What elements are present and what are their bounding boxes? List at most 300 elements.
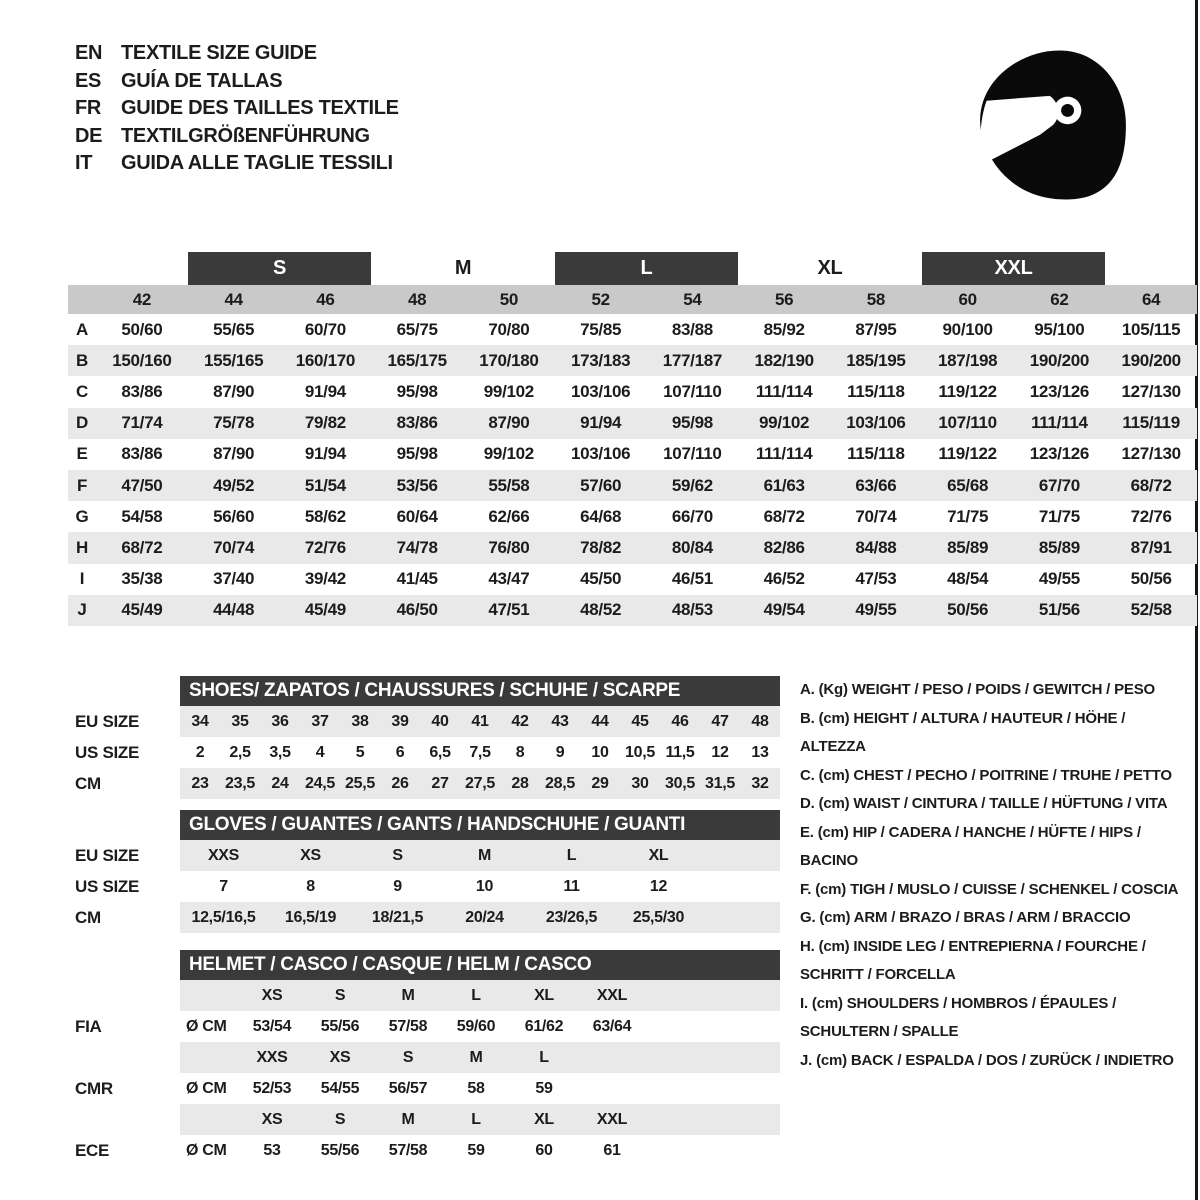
measurement-cell: 47/51 [488, 600, 530, 620]
measurement-cell: 59/62 [671, 475, 713, 495]
measurement-cell: 160/170 [295, 350, 356, 370]
measurement-cell: 43/47 [488, 569, 530, 589]
measurement-cell: 190/200 [1121, 350, 1181, 370]
helmet-header-row [68, 950, 780, 980]
gloves-cell: L [566, 846, 577, 864]
helmet-row [68, 1104, 780, 1135]
measurement-cell: 127/130 [1121, 381, 1181, 401]
helmet-row [68, 1135, 780, 1166]
legend-item: A. (Kg) WEIGHT / PESO / POIDS / GEWITCH / PESO [800, 681, 1155, 698]
measurement-cell: 95/98 [396, 381, 438, 401]
measurement-cell: 84/88 [855, 537, 897, 557]
gloves-cell: 7 [219, 877, 228, 895]
helmet-cell: M [401, 986, 415, 1004]
gloves-cell: S [392, 846, 403, 864]
size-column-header: 64 [1141, 289, 1161, 309]
measurement-cell: 123/126 [1029, 381, 1090, 401]
shoes-cell: 46 [671, 712, 689, 730]
measurement-cell: 71/75 [1038, 506, 1080, 526]
row-letter: J [77, 600, 87, 620]
shoes-cell: 8 [515, 743, 525, 761]
size-group-s: S [188, 252, 372, 285]
measurement-cell: 62/66 [488, 506, 530, 526]
measurement-cell: 68/72 [121, 537, 163, 557]
measurement-cell: 49/55 [855, 600, 897, 620]
measurement-cell: 83/86 [121, 381, 163, 401]
measurement-cell: 127/130 [1121, 444, 1181, 464]
helmet-row [68, 1073, 780, 1104]
shoes-cell: 11,5 [665, 743, 695, 761]
helmet-cell: 59 [467, 1141, 485, 1159]
measurement-cell: 111/114 [755, 444, 813, 464]
measurement-cell: 75/78 [213, 413, 255, 433]
measurement-row-a [68, 314, 1197, 345]
diameter-unit-label: Ø CM [186, 1079, 227, 1097]
group-spacer [68, 252, 188, 285]
shoes-cell: 27 [431, 774, 449, 792]
language-code: FR [75, 97, 102, 119]
helmet-cell: XXS [256, 1048, 288, 1066]
measurement-cell: 150/160 [112, 350, 172, 370]
measurement-cell: 99/102 [483, 381, 534, 401]
language-title-list [75, 40, 399, 178]
measurement-cell: 56/60 [213, 506, 255, 526]
measurement-cell: 83/86 [121, 444, 163, 464]
shoes-cell: 25,5 [345, 774, 375, 792]
gloves-cell: 12 [649, 877, 668, 895]
standard-label-ece: ECE [75, 1140, 110, 1160]
gloves-cells [180, 840, 780, 871]
measurement-cell: 48/54 [947, 569, 989, 589]
legend-item: I. (cm) SHOULDERS / HOMBROS / ÉPAULES / SCHULTERN / SPALLE [800, 994, 1117, 1040]
shoes-cell: 10,5 [625, 743, 655, 761]
group-spacer [1105, 252, 1197, 285]
measurement-cell: 85/89 [947, 537, 989, 557]
legend-item: J. (cm) BACK / ESPALDA / DOS / ZURÜCK / INDIETRO [800, 1051, 1174, 1069]
measurement-cell: 44/48 [213, 600, 255, 620]
measurement-cell: 87/95 [855, 319, 897, 339]
helmet-row [68, 980, 780, 1011]
shoes-cell: 6,5 [429, 743, 451, 761]
helmet-cells [180, 1011, 780, 1042]
measurement-cell: 60/64 [396, 506, 438, 526]
gloves-cell: 8 [306, 877, 315, 895]
diameter-unit-label: Ø CM [186, 1141, 227, 1159]
measurement-cell: 65/68 [947, 475, 989, 495]
helmet-cell: 52/53 [252, 1079, 292, 1097]
shoes-cell: 37 [311, 712, 329, 730]
measurement-row-h [68, 532, 1197, 563]
measurement-cell: 50/56 [1130, 569, 1172, 589]
measurement-cell: 74/78 [396, 537, 438, 557]
helmet-rows [68, 980, 780, 1166]
size-group-xxl: XXL [922, 252, 1106, 285]
row-letter: I [79, 569, 85, 589]
measurement-cell: 79/82 [304, 413, 346, 433]
shoes-cells [180, 706, 780, 737]
measurement-cell: 63/66 [855, 475, 897, 495]
helmet-cell: S [402, 1048, 414, 1066]
measurement-cell: 190/200 [1029, 350, 1090, 370]
shoes-cell: 44 [591, 712, 609, 730]
shoes-cell: 12 [711, 743, 729, 761]
measurement-cell: 51/54 [304, 475, 346, 495]
measurement-cell: 35/38 [121, 569, 163, 589]
shoes-cell: 29 [591, 774, 609, 792]
shoes-cell: 30,5 [665, 774, 695, 792]
gloves-cell: 12,5/16,5 [191, 908, 256, 926]
gloves-rows [68, 840, 780, 933]
guide-title: GUIDE DES TAILLES TEXTILE [121, 97, 399, 119]
size-number-band [68, 285, 1197, 314]
gloves-cell: 18/21,5 [371, 908, 424, 926]
helmet-cell: XS [329, 1048, 351, 1066]
shoes-cell: 35 [231, 712, 249, 730]
measurement-cell: 90/100 [942, 319, 993, 339]
measurement-cell: 107/110 [663, 444, 722, 464]
measurement-cell: 71/74 [121, 413, 163, 433]
shoes-cell: 10 [591, 743, 609, 761]
measurement-cell: 99/102 [483, 444, 534, 464]
gloves-cell: 23/26,5 [545, 908, 598, 926]
shoes-cell: 40 [431, 712, 449, 730]
measurement-cell: 49/52 [213, 475, 255, 495]
helmet-cell: 63/64 [592, 1017, 632, 1035]
gloves-row [68, 840, 780, 871]
shoes-row-label: CM [75, 773, 101, 793]
language-row [75, 123, 399, 151]
shoes-cell: 45 [631, 712, 649, 730]
size-column-header: 60 [958, 289, 977, 309]
helmet-cell: XL [534, 986, 554, 1004]
measurement-cell: 48/53 [671, 600, 713, 620]
measurement-row-i [68, 564, 1197, 595]
size-column-header: 48 [407, 289, 427, 309]
helmet-cell: 61/62 [524, 1017, 564, 1035]
measurement-row-g [68, 501, 1197, 532]
measurement-row-j [68, 595, 1197, 626]
measurement-cell: 173/183 [570, 350, 631, 370]
size-column-header: 54 [683, 289, 702, 309]
gloves-row-label: US SIZE [75, 876, 140, 896]
helmet-cells [180, 1042, 780, 1073]
helmet-cell: 53/54 [252, 1017, 292, 1035]
row-letter: H [76, 537, 88, 557]
measurement-cell: 87/90 [213, 381, 255, 401]
shoes-cell: 30 [631, 774, 649, 792]
shoes-cell: 47 [711, 712, 729, 730]
measurement-cell: 185/195 [846, 350, 906, 370]
measurement-row-d [68, 408, 1197, 439]
shoes-header-row [68, 676, 780, 706]
shoes-cell: 23,5 [225, 774, 255, 792]
size-column-header: 62 [1050, 289, 1069, 309]
helmet-cell: 60 [535, 1141, 553, 1159]
measurement-cell: 67/70 [1038, 475, 1080, 495]
measurement-cell: 61/63 [763, 475, 805, 495]
measurement-cell: 58/62 [304, 506, 346, 526]
standard-label-fia: FIA [75, 1016, 102, 1036]
racing-helmet-icon [972, 42, 1134, 208]
helmet-cell: S [334, 1110, 346, 1128]
shoes-cell: 28,5 [545, 774, 575, 792]
gloves-cells [180, 871, 780, 902]
legend-item: F. (cm) TIGH / MUSLO / CUISSE / SCHENKEL / COSCIA [800, 880, 1179, 898]
guide-title: GUIDA ALLE TAGLIE TESSILI [121, 152, 393, 174]
helmet-cell: 55/56 [320, 1017, 360, 1035]
measurement-cell: 72/76 [1130, 506, 1172, 526]
shoes-cell: 24,5 [305, 774, 335, 792]
measurement-cell: 83/88 [671, 319, 713, 339]
helmet-cell: 59 [535, 1079, 553, 1097]
helmet-cells [180, 1135, 780, 1166]
shoes-cell: 26 [391, 774, 409, 792]
measurement-cell: 123/126 [1029, 444, 1090, 464]
language-code: ES [75, 69, 102, 92]
helmet-cell: L [539, 1048, 549, 1066]
shoes-cell: 2 [195, 743, 205, 761]
guide-title: GUÍA DE TALLAS [121, 69, 283, 92]
measurement-cell: 49/54 [763, 600, 805, 620]
measurement-cell: 46/51 [671, 569, 713, 589]
language-code: EN [75, 42, 103, 64]
measurement-cell: 107/110 [663, 381, 722, 401]
shoes-cell: 3,5 [269, 743, 291, 761]
measurement-cell: 60/70 [304, 319, 346, 339]
legend-item: G. (cm) ARM / BRAZO / BRAS / ARM / BRACCIO [800, 909, 1131, 926]
shoes-cell: 9 [555, 743, 565, 761]
measurement-cell: 87/90 [213, 444, 255, 464]
gloves-section-title: GLOVES / GUANTES / GANTS / HANDSCHUHE / GUANTI [180, 810, 780, 840]
measurement-cell: 177/187 [662, 350, 723, 370]
gloves-cell: 9 [393, 877, 402, 895]
measurement-cell: 45/50 [580, 569, 622, 589]
racing-helmet-icon-svg [972, 42, 1134, 208]
language-row [75, 40, 399, 68]
measurement-cell: 105/115 [1121, 319, 1181, 339]
measurement-cell: 78/82 [580, 537, 622, 557]
gloves-cell: 16,5/19 [284, 908, 337, 926]
shoes-cells [180, 737, 780, 768]
measurement-row-b [68, 345, 1197, 376]
helmet-cell: 59/60 [456, 1017, 496, 1035]
measurement-cell: 68/72 [1130, 475, 1172, 495]
legend-item: D. (cm) WAIST / CINTURA / TAILLE / HÜFTUNG / VITA [800, 795, 1168, 812]
gloves-cell: XXS [207, 846, 240, 864]
shoes-cell: 5 [355, 743, 365, 761]
measurement-cell: 75/85 [580, 319, 622, 339]
helmet-cell: XS [261, 1110, 283, 1128]
measurement-cell: 91/94 [580, 413, 622, 433]
gloves-row [68, 871, 780, 902]
measurement-cell: 87/90 [488, 413, 530, 433]
language-row [75, 150, 399, 178]
measurement-cell: 115/118 [847, 444, 905, 464]
measurement-cell: 91/94 [304, 381, 346, 401]
measurement-cell: 45/49 [121, 600, 163, 620]
measurement-cell: 64/68 [580, 506, 622, 526]
language-row [75, 68, 399, 96]
shoes-cell: 7,5 [469, 743, 491, 761]
measurement-cell: 119/122 [938, 381, 997, 401]
measurement-cell: 103/106 [570, 381, 631, 401]
shoes-cell: 6 [395, 743, 405, 761]
gloves-cell: 11 [563, 877, 580, 895]
measurement-cell: 54/58 [121, 506, 163, 526]
shoes-cell: 27,5 [465, 774, 495, 792]
helmet-row-label [68, 980, 180, 1011]
helmet-cell: 54/55 [320, 1079, 360, 1097]
measurement-cell: 55/58 [488, 475, 530, 495]
language-code: DE [75, 124, 103, 147]
measurement-cell: 52/58 [1130, 600, 1172, 620]
row-letter: D [76, 413, 88, 433]
size-group-xl: XL [817, 257, 843, 279]
legend-item: B. (cm) HEIGHT / ALTURA / HAUTEUR / HÖHE / ALTEZZA [800, 709, 1126, 755]
shoes-row [68, 768, 780, 799]
measurement-cell: 68/72 [763, 506, 805, 526]
measurement-cell: 47/53 [855, 569, 897, 589]
measurement-cell: 66/70 [671, 506, 713, 526]
shoes-header-spacer [68, 676, 180, 706]
helmet-section-title: HELMET / CASCO / CASQUE / HELM / CASCO [180, 950, 780, 980]
helmet-header-spacer [68, 950, 180, 980]
guide-title: TEXTILE SIZE GUIDE [121, 42, 317, 64]
shoes-cell: 2,5 [229, 743, 251, 761]
size-column-header: 56 [774, 289, 794, 309]
helmet-cell: XL [534, 1110, 554, 1128]
measurement-row-f [68, 470, 1197, 501]
helmet-cell: 53 [263, 1141, 281, 1159]
measurement-cell: 51/56 [1038, 600, 1080, 620]
measurement-cell: 115/119 [1122, 413, 1180, 433]
language-code: IT [75, 152, 93, 174]
measurement-cell: 48/52 [580, 600, 622, 620]
helmet-row-label [68, 1104, 180, 1135]
measurement-cell: 111/114 [755, 381, 813, 401]
measurement-cell: 70/74 [213, 537, 255, 557]
shoes-section [68, 676, 780, 799]
row-letter: E [76, 444, 88, 464]
gloves-cell: 10 [475, 877, 494, 895]
helmet-cell: S [334, 986, 346, 1004]
row-letter: B [76, 350, 88, 370]
standard-label-cmr: CMR [75, 1078, 113, 1098]
shoes-row-label: EU SIZE [75, 711, 140, 731]
measurement-cell: 95/100 [1034, 319, 1085, 339]
size-column-header: 50 [499, 289, 519, 309]
measurement-cell: 45/49 [304, 600, 346, 620]
row-letter: F [76, 475, 88, 495]
shoes-row-label: US SIZE [75, 742, 140, 762]
helmet-row [68, 1042, 780, 1073]
measurement-cell: 165/175 [387, 350, 447, 370]
size-column-header: 58 [866, 289, 886, 309]
shoes-cell: 38 [351, 712, 369, 730]
measurement-cell: 83/86 [396, 413, 438, 433]
measurement-cell: 50/56 [947, 600, 989, 620]
shoes-cell: 13 [751, 743, 769, 761]
size-column-header: 46 [316, 289, 335, 309]
measurement-cell: 55/65 [213, 319, 255, 339]
diameter-unit-label: Ø CM [186, 1017, 227, 1035]
helmet-cell: XXL [596, 986, 628, 1004]
shoes-row [68, 737, 780, 768]
size-column-header: 44 [224, 289, 243, 309]
helmet-cells [180, 980, 780, 1011]
helmet-cell: 55/56 [320, 1141, 360, 1159]
size-group-row [68, 252, 1197, 285]
measurement-cell: 37/40 [213, 569, 255, 589]
helmet-cell: 58 [467, 1079, 485, 1097]
shoes-cells [180, 768, 780, 799]
gloves-cells [180, 902, 780, 933]
measurement-cell: 82/86 [763, 537, 805, 557]
measurement-cell: 87/91 [1130, 537, 1172, 557]
measurement-cell: 95/98 [396, 444, 438, 464]
gloves-cell: 25,5/30 [632, 908, 685, 926]
shoes-cell: 42 [511, 712, 529, 730]
gloves-row [68, 902, 780, 933]
shoes-cell: 34 [191, 712, 209, 730]
shoes-cell: 48 [751, 712, 769, 730]
helmet-cell: 56/57 [388, 1079, 428, 1097]
measurement-cell: 182/190 [754, 350, 814, 370]
measurement-cell: 65/75 [396, 319, 438, 339]
shoes-cell: 32 [751, 774, 769, 792]
measurement-cell: 46/50 [396, 600, 438, 620]
measurement-cell: 70/80 [488, 319, 530, 339]
helmet-cells [180, 1104, 780, 1135]
size-column-header: 52 [591, 289, 610, 309]
measurement-cell: 76/80 [488, 537, 530, 557]
shoes-section-title: SHOES/ ZAPATOS / CHAUSSURES / SCHUHE / SCARPE [180, 676, 780, 706]
measurement-cell: 70/74 [855, 506, 897, 526]
measurement-cell: 91/94 [304, 444, 346, 464]
gloves-row-label: CM [75, 907, 101, 927]
measurement-cell: 95/98 [671, 413, 713, 433]
helmet-cell: 61 [603, 1141, 621, 1159]
row-letter: A [76, 319, 88, 339]
helmet-cell: M [401, 1110, 415, 1128]
measurement-cell: 119/122 [938, 444, 997, 464]
shoes-cell: 43 [551, 712, 569, 730]
helmet-row [68, 1011, 780, 1042]
measurement-cell: 49/55 [1038, 569, 1080, 589]
measurement-cell: 72/76 [304, 537, 346, 557]
size-column-header: 42 [132, 289, 152, 309]
measurement-cell: 53/56 [396, 475, 438, 495]
shoes-cell: 23 [191, 774, 209, 792]
measurement-cell: 85/92 [763, 319, 805, 339]
gloves-header-row [68, 810, 780, 840]
measurement-cell: 47/50 [121, 475, 163, 495]
shoes-cell: 36 [271, 712, 289, 730]
measurement-cell: 111/114 [1031, 413, 1088, 433]
helmet-cell: L [471, 986, 481, 1004]
language-row [75, 95, 399, 123]
helmet-cell: 57/58 [388, 1141, 428, 1159]
measurement-cell: 187/198 [937, 350, 998, 370]
measurement-cell: 115/118 [847, 381, 905, 401]
gloves-cell: 20/24 [465, 908, 504, 926]
shoes-cell: 39 [391, 712, 409, 730]
measurement-cell: 103/106 [570, 444, 631, 464]
measurement-cell: 50/60 [121, 319, 163, 339]
measurement-cell: 80/84 [671, 537, 713, 557]
shoes-cell: 24 [271, 774, 289, 792]
gloves-header-spacer [68, 810, 180, 840]
